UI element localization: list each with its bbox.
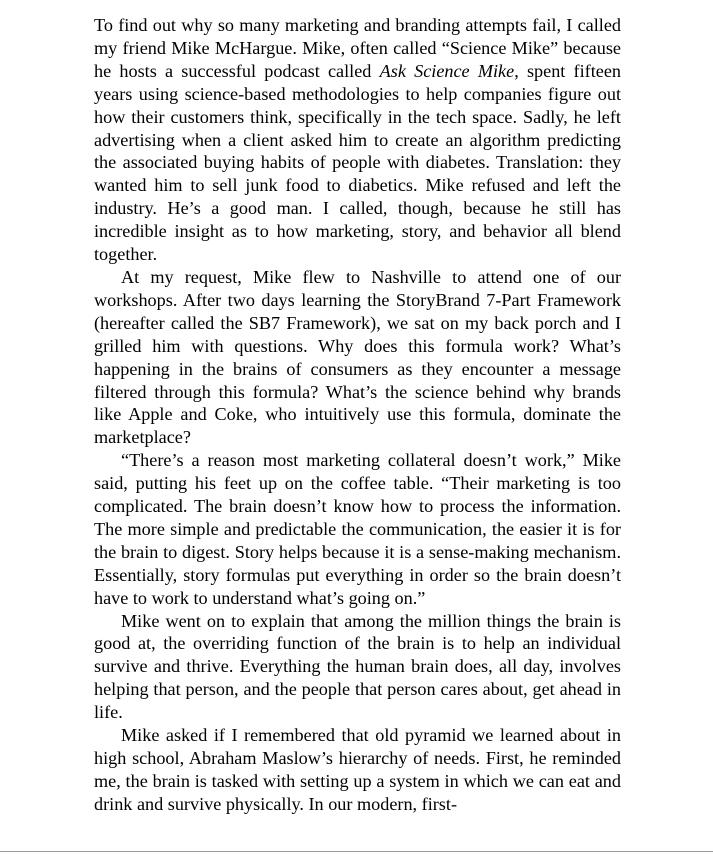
paragraph-3-text: “There’s a reason most marketing collateral doesn’t work,” Mike said, putting his feet up on the coffee table. “Their marketing is too complicated. The brain doesn’t know how to process the information. The more simple and predictable the communication, the easier it is for the brain to digest. Story helps because it is a sense-making mechanism. Essentially, story formulas put everything in order so the brain doesn’t have to work to understand what’s going on.” — [94, 450, 621, 608]
book-page-text — [94, 14, 621, 816]
paragraph-1 — [94, 14, 621, 266]
paragraph-1-text-b: , spent fifteen years using science-based methodologies to help companies figure out how their customers think, specifically in the tech space. Sadly, he left advertising when a client asked him to create an algorithm predicting the associated buying habits of people with diabetes. Translation: they wanted him to sell junk food to diabetics. Mike refused and left the industry. He’s a good man. I called, though, because he still has incredible insight as to how marketing, story, and behavior all blend together. — [94, 60, 622, 265]
paragraph-3 — [94, 449, 621, 609]
paragraph-5-text: Mike asked if I remembered that old pyramid we learned about in high school, Abraham Maslow’s hierarchy of needs. First, he reminded me, the brain is tasked with setting up a system in which we can eat and drink and survive physically. In our modern, first- — [94, 725, 621, 814]
paragraph-4 — [94, 610, 621, 725]
paragraph-4-text: Mike went on to explain that among the million things the brain is good at, the overriding function of the brain is to help an individual survive and thrive. Everything the human brain does, all day, involves helping that person, and the people that person cares about, get ahead in life. — [94, 610, 621, 723]
podcast-title: Ask Science Mike — [379, 60, 515, 81]
paragraph-2 — [94, 266, 621, 449]
paragraph-1-text-a: To find out why so many marketing and branding attempts fail, I called my friend Mike McHargue. Mike, often called “Science Mike” because he hosts a successful podcast called — [94, 15, 621, 81]
paragraph-2-text: At my request, Mike flew to Nashville to attend one of our workshops. After two days learning the StoryBrand 7-Part Framework (hereafter called the SB7 Framework), we sat on my back porch and I grilled him with questions. Why does this formula work? What’s happening in the brains of consumers as they encounter a message filtered through this formula? What’s the science behind why brands like Apple and Coke, who intuitively use this formula, dominate the marketplace? — [94, 266, 621, 448]
page-bottom-divider — [0, 851, 713, 852]
paragraph-5 — [94, 724, 621, 816]
